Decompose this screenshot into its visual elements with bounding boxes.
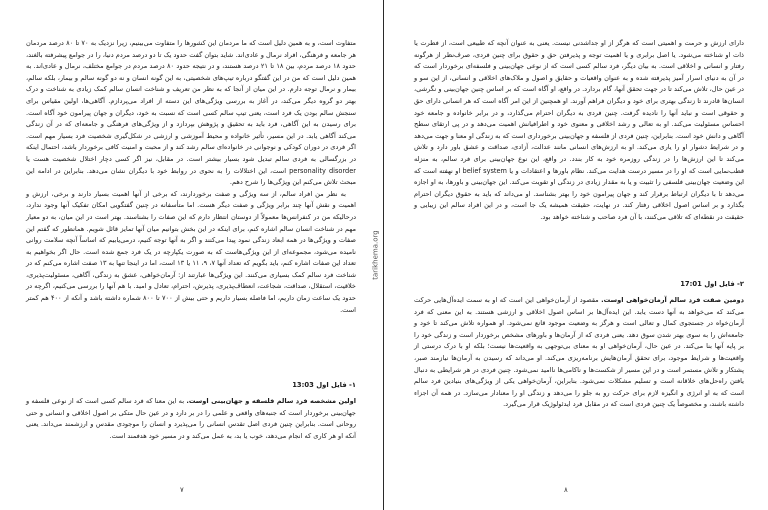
watermark-text: tarikhema.org [372, 230, 380, 280]
left-section-body [26, 396, 356, 442]
left-paragraph-2: به نظر من افراد سالم، از سه ویژگی و صفت برخوردارند، که برخی از آنها اهمیت بسیار دارند و برخی، ارزش و اهمیت و نقش آنها چند برابر ویژگی و صفت دیگر هست. اما متأسفانه در چنین گفتگویی امکان تفکیک آنها وجود ندارد، درحالیکه من در کنفرانس‌ها معمولاً از دوستان انتظار دارم که این صفات را بشناسند. بهتر است در این میان، به دو معیار مهم در شناخت انسان سالم اشاره کنم، برای اینکه در این بخش بتوانیم میان آنها تمایز قائل شویم. همانطور که گفتم این صفات و ویژگی‌ها در همه ابعاد زندگی نمود پیدا می‌کنند و اگر به آنها توجه کنیم، درمی‌یابیم که اساساً آنچه سلامت روانی نامیده می‌شود، مجموعه‌ای از این ویژگی‌هاست که به صورت یکپارچه در یک فرد جمع شده است. حال اگر بخواهیم به تعداد این صفات اشاره کنم، باید بگویم که تعداد آنها ۷، ۹، ۱۱ یا ۱۳ است، اما در اینجا تنها به ۱۳ صفت اشاره می‌کنم که در شناخت فرد سالم کمک بسیاری می‌کنند. این ویژگی‌ها عبارتند از: آرمان‌خواهی، عشق به زندگی، آگاهی، مسئولیت‌پذیری، خلاقیت، استقلال، صداقت، شجاعت، انعطاف‌پذیری، پذیرش، احترام، تعادل و امید. با هم آنها را بررسی می‌کنیم، اگرچه در حدود یک ساعت زمان داریم، اما فاصله بسیار داریم و حتی بیش از ۷۰۰ تا ۸۰۰ شماره داشته باشد و آنکه از ۴۰۰ هم کمتر است. [26, 189, 356, 314]
left-page-number: ۷ [180, 486, 184, 494]
right-paragraph-1: دارای ارزش و حرمت و اهمیتی است که هرگز از او جداشدنی نیست. یعنی به عنوان آنچه که طبیعی است، از فطرت یا ذات او شناخته می‌شود. یا اصل برابری و یا اهمیت توجه و پذیرفتن حق و حقوق برای چنین فردی، صرف‌نظر از هرگونه رفتار و انسانی و اخلاقی است. به بیان دیگر، فرد سالم کسی است که از نوعی جهان‌بینی و فلسفه‌ای برخوردار است که در آن به دنیای اسرار آمیز پذیرفته شده و به عنوان واقعیات و حقایق و اصول و ملاک‌های اخلاقی و انسانی، از این سو و در عین حال، تلاش می‌کند تا در جهت تحقق آنها، گام بردارد. در واقع، او آگاه است که بر اساس چنین جهان‌بینی و نگرشی، انسان‌ها قادرند تا زندگی بهتری برای خود و دیگران فراهم آورند. او همچنین از این امر آگاه است که هر انسانی دارای حق و حقوقی است و نباید آنها را نادیده گرفت. چنین فردی به دیگران احترام می‌گذارد، و در برابر خانواده و جامعه خود احساس مسئولیت می‌کند. او به تعالی و رشد اخلاقی و معنوی خود و اطرافیانش اهمیت می‌دهد و در پی ارتقای سطح آگاهی و دانش خود است. بنابراین، چنین فردی از فلسفه و جهان‌بینی برخورداری است که به زندگی او معنا و جهت می‌دهد و در شرایط دشوار او را یاری می‌کند. او به ارزش‌های انسانی مانند عدالت، آزادی، صداقت و عشق باور دارد و تلاش می‌کند تا این ارزش‌ها را در زندگی روزمره خود به کار بندد. در واقع، این نوع جهان‌بینی برای فرد سالم، به منزله قطب‌نمایی است که او را در مسیر درست هدایت می‌کند. نظام باورها و اعتقادات و یا belief system او نهفته است که این وضعیت جهان‌بینی فلسفی را تثبیت و یا به مقدار زیادی در زندگی او تقویت می‌کند. این جهان‌بینی و باورها، به او اجازه می‌دهد تا با دیگران ارتباط برقرار کند و جهان پیرامون خود را بهتر بشناسد. او می‌داند که باید به حقوق دیگران احترام بگذارد و بر اساس اصول اخلاقی رفتار کند. در نهایت، حقیقت همیشه یک جا است، و در این افراد سالم این زیبایی و حقیقت در نقطه‌ای که تلاقی می‌کنند، با آن فرد صاحب و شناخته خواهد بود. [414, 39, 745, 221]
right-page [384, 0, 768, 510]
right-section-text: مقصود از آرمان‌خواهی این است که او به سمت ایده‌آل‌هایی حرکت می‌کند که می‌خواهد به آنها دست یابد. این ایده‌آل‌ها بر اساس اصول اخلاقی و ارزشی هستند. به این معنی که فرد آرمان‌خواه در جستجوی کمال و تعالی است و هرگز به وضعیت موجود قانع نمی‌شود. او همواره تلاش می‌کند تا خود و جامعه‌اش را به سوی بهتر شدن سوق دهد. یعنی فردی که از آرمان‌ها و باورهای مشخص برخوردار است و زندگی خود را بر پایه آنها بنا می‌کند. در عین حال، آرمان‌خواهی او به معنای بی‌توجهی به واقعیت‌ها نیست؛ بلکه او با درک درستی از واقعیت‌ها و شرایط موجود، برای تحقق آرمان‌هایش برنامه‌ریزی می‌کند. او می‌داند که رسیدن به آرمان‌ها نیازمند صبر، پشتکار و تلاش مستمر است و در این مسیر از شکست‌ها و ناکامی‌ها ناامید نمی‌شود. چنین فردی در هر شرایطی به دنبال یافتن راه‌حل‌های خلاقانه است و تسلیم مشکلات نمی‌شود. بنابراین، آرمان‌خواهی یکی از ویژگی‌های بنیادین فرد سالم است که به او انرژی و انگیزه لازم برای حرکت رو به جلو را می‌دهد و زندگی او را معنادار می‌سازد. در همه آن اجزاء داشته باشند، و مخصوصاً یک چنین فردی است که در مقابل فرد ایدئولوژیک قرار می‌گیرد. [414, 296, 744, 409]
watermark [369, 210, 383, 300]
right-page-body [414, 38, 744, 224]
left-section-text: به این معنا که فرد سالم کسی است که از نوعی فلسفه و جهان‌بینی برخوردار است که جنبه‌های واقعی و علمی را در بر دارد و در عین حال متکی بر اصول اخلاقی و انسانی و حتی روحانی است. بنابراین چنین فردی اصل تقدس انسانی را می‌پذیرد و انسان را موجودی مقدس و ارزشمند می‌داند. یعنی آنکه او هر کاری که انجام می‌دهد، خوب یا بد، به عمل می‌کند و در مسیر خود هدفمند است. [26, 397, 356, 440]
right-section-body [414, 295, 744, 411]
left-page-body [26, 38, 356, 316]
right-page-number: ۸ [564, 486, 568, 494]
left-section-heading: ۱- فایل اول 13:03 [292, 381, 356, 389]
left-paragraph-1: متفاوت است، و به همین دلیل است که ما مردمان این کشورها را متفاوت می‌بینیم، زیرا نزدیک به ۷۰ تا ۸۰ درصد مردمان هر جامعه و فرهنگی، افراد نرمال و عادی‌اند. شاید بتوان گفت حدود یک تا دو درصد مردم دنیا، را در جوامع پیشرفته بالغند، حدود ۱۸ درصد مردم، بین ۱۸ تا ۲۱ درصد هستند، و در نتیجه حدود ۸۰ درصد مردم در جوامع مختلف، نرمال و عادی‌اند. به همین دلیل است که من در این گفتگو درباره تیپ‌های شخصیتی، به این گونه انسان و نه دو گونه سالم و بیمار، بلکه سالم، بیمار و نرمال توجه دارم. در این میان از آنجا که به نظر من تعریف و شناخت انسان سالم کمک زیادی به شناخت و درک بهتر دو گروه دیگر می‌کند، در آغاز به بررسی ویژگی‌های این دسته از افراد می‌پردازم. آگاهی‌ها، اولین مقیاس برای سنجش سالم بودن یک فرد است، یعنی تیپ سالم کسی است که نسبت به خود، دیگران و جهان پیرامون خود آگاه است. برای رسیدن به این آگاهی، فرد باید به تحقیق و پژوهش بپردازد و از ویژگی‌های فرهنگی و جامعه‌ای که در آن زندگی می‌کند آگاهی یابد. در این مسیر، تأثیر خانواده و محیط آموزشی و ارزشی در شکل‌گیری شخصیت فرد بسیار مهم است. اگر فردی در دوران کودکی و نوجوانی در خانواده‌ای سالم رشد کند و از محبت و امنیت کافی برخوردار باشد، احتمال اینکه در بزرگسالی به فردی سالم تبدیل شود بسیار بیشتر است. در مقابل، نیز اگر کسی دچار اختلال شخصیت هست یا personality disorder است، این اختلالات را به نحوی در روابط خود با دیگران نشان می‌دهد. بنابراین در ادامه این مبحث تلاش می‌کنم این ویژگی‌ها را شرح دهم. [26, 39, 356, 187]
right-section-heading: ۲- فایل اول 17:01 [680, 280, 744, 288]
left-section-lead: اولین مشخصه فرد سالم فلسفه و جهان‌بینی اوست. [186, 397, 356, 405]
right-section-lead: دومین صفت فرد سالم آرمان‌خواهی اوست. [601, 296, 744, 304]
